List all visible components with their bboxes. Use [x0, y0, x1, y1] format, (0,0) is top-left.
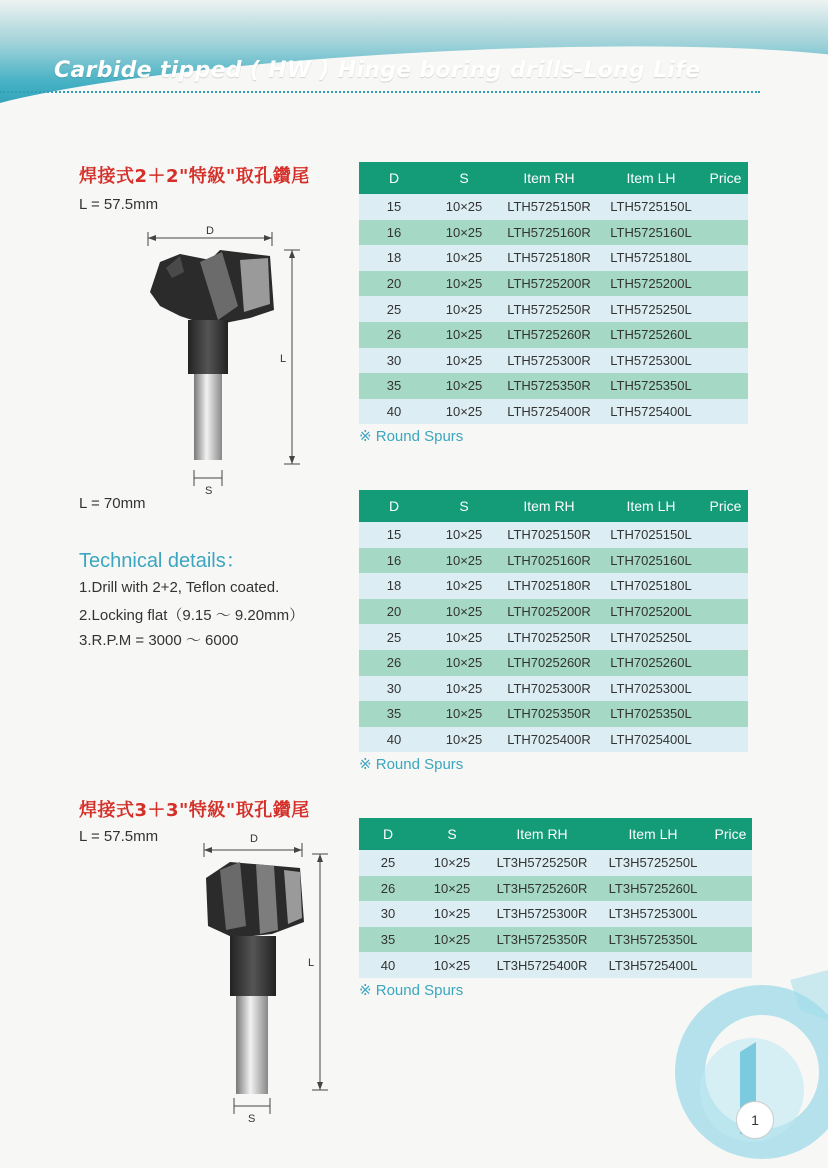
cell-item-lh: LTH7025180L — [599, 573, 703, 599]
cell-s: 10×25 — [429, 650, 499, 676]
drill-3plus3-drawing — [190, 826, 340, 1126]
cell-item-rh: LTH7025150R — [499, 522, 599, 548]
cell-price — [709, 927, 752, 953]
cell-s: 10×25 — [417, 927, 487, 953]
cell-item-lh: LT3H5725350L — [597, 927, 709, 953]
table-header-row — [359, 162, 748, 194]
table-row — [359, 348, 748, 374]
cell-s: 10×25 — [429, 727, 499, 753]
table-body — [359, 194, 748, 424]
cell-item-rh: LTH5725400R — [499, 399, 599, 425]
cell-d: 26 — [359, 876, 417, 902]
page-title: Carbide tipped ( HW ) Hinge boring drills-Long Life — [54, 58, 701, 83]
col-header-price: Price — [703, 162, 748, 194]
cell-d: 35 — [359, 373, 429, 399]
col-header-item-lh: Item LH — [599, 162, 703, 194]
cell-price — [703, 676, 748, 702]
technical-details-title: Technical details： — [79, 550, 246, 572]
cell-item-lh: LTH7025300L — [599, 676, 703, 702]
cell-s: 10×25 — [429, 271, 499, 297]
page-banner — [0, 0, 828, 110]
spec-table-3plus3 — [359, 818, 752, 978]
table-header-row — [359, 490, 748, 522]
cell-price — [703, 194, 748, 220]
technical-detail-line: 1.Drill with 2+2, Teflon coated. — [79, 579, 280, 596]
section1-length-a: L = 57.5mm — [79, 196, 159, 213]
cell-s: 10×25 — [417, 850, 487, 876]
col-header-d: D — [359, 162, 429, 194]
table-row — [359, 271, 748, 297]
cell-item-lh: LTH7025160L — [599, 548, 703, 574]
cell-item-lh: LT3H5725250L — [597, 850, 709, 876]
table-row — [359, 701, 748, 727]
cell-d: 40 — [359, 399, 429, 425]
dim-d-label: D — [250, 833, 258, 845]
cell-item-rh: LTH7025160R — [499, 548, 599, 574]
cell-d: 18 — [359, 573, 429, 599]
col-header-item-lh: Item LH — [599, 490, 703, 522]
cell-price — [703, 220, 748, 246]
cell-item-rh: LTH7025400R — [499, 727, 599, 753]
cell-item-lh: LTH5725350L — [599, 373, 703, 399]
dim-s-label: S — [205, 485, 213, 497]
table-row — [359, 727, 748, 753]
round-spurs-note: ※ Round Spurs — [359, 428, 464, 445]
cell-s: 10×25 — [417, 901, 487, 927]
cell-price — [703, 522, 748, 548]
cell-price — [703, 348, 748, 374]
cell-item-rh: LTH5725350R — [499, 373, 599, 399]
spec-table-57-5mm — [359, 162, 748, 424]
cell-item-lh: LTH5725180L — [599, 245, 703, 271]
cell-price — [703, 701, 748, 727]
cell-s: 10×25 — [429, 296, 499, 322]
cell-item-lh: LTH7025200L — [599, 599, 703, 625]
cell-d: 35 — [359, 701, 429, 727]
cell-s: 10×25 — [429, 573, 499, 599]
cell-price — [703, 599, 748, 625]
cell-item-rh: LTH5725150R — [499, 194, 599, 220]
cell-d: 40 — [359, 727, 429, 753]
cell-d: 30 — [359, 348, 429, 374]
cell-d: 15 — [359, 522, 429, 548]
table-row — [359, 599, 748, 625]
cell-s: 10×25 — [429, 548, 499, 574]
cell-price — [703, 322, 748, 348]
cell-item-rh: LTH7025180R — [499, 573, 599, 599]
cell-d: 25 — [359, 624, 429, 650]
cell-s: 10×25 — [429, 373, 499, 399]
cell-d: 25 — [359, 296, 429, 322]
cell-d: 26 — [359, 322, 429, 348]
cell-s: 10×25 — [417, 952, 487, 978]
cell-price — [703, 296, 748, 322]
cell-price — [709, 901, 752, 927]
cell-d: 16 — [359, 548, 429, 574]
cell-d: 30 — [359, 901, 417, 927]
cell-item-lh: LTH5725160L — [599, 220, 703, 246]
cell-item-lh: LTH7025350L — [599, 701, 703, 727]
technical-detail-line: 2.Locking flat（9.15 ～ 9.20mm） — [79, 607, 305, 624]
cell-s: 10×25 — [417, 876, 487, 902]
col-header-s: S — [429, 490, 499, 522]
cell-d: 18 — [359, 245, 429, 271]
cell-item-rh: LTH5725200R — [499, 271, 599, 297]
col-header-item-rh: Item RH — [499, 490, 599, 522]
cell-item-lh: LTH5725400L — [599, 399, 703, 425]
technical-detail-line: 3.R.P.M = 3000 ～ 6000 — [79, 632, 239, 649]
section1-length-b: L = 70mm — [79, 495, 146, 512]
cell-d: 40 — [359, 952, 417, 978]
cell-s: 10×25 — [429, 194, 499, 220]
table-header-row — [359, 818, 752, 850]
cell-price — [703, 399, 748, 425]
col-header-s: S — [417, 818, 487, 850]
cell-s: 10×25 — [429, 624, 499, 650]
spec-table-70mm — [359, 490, 748, 752]
cell-item-lh: LTH7025150L — [599, 522, 703, 548]
cell-price — [709, 850, 752, 876]
table-row — [359, 399, 748, 425]
cell-item-rh: LTH7025300R — [499, 676, 599, 702]
cell-item-lh: LTH5725200L — [599, 271, 703, 297]
table-row — [359, 927, 752, 953]
cell-item-rh: LTH7025350R — [499, 701, 599, 727]
cell-price — [703, 548, 748, 574]
table-row — [359, 322, 748, 348]
cell-s: 10×25 — [429, 676, 499, 702]
dim-l-label: L — [308, 957, 315, 969]
col-header-item-rh: Item RH — [499, 162, 599, 194]
table-row — [359, 245, 748, 271]
banner-dotted-rule — [0, 91, 760, 93]
cell-s: 10×25 — [429, 701, 499, 727]
cell-item-rh: LT3H5725350R — [487, 927, 597, 953]
cell-item-rh: LT3H5725400R — [487, 952, 597, 978]
cell-s: 10×25 — [429, 322, 499, 348]
cell-item-rh: LTH7025260R — [499, 650, 599, 676]
table-row — [359, 650, 748, 676]
col-header-d: D — [359, 818, 417, 850]
col-header-item-lh: Item LH — [597, 818, 709, 850]
cell-price — [703, 624, 748, 650]
cell-s: 10×25 — [429, 399, 499, 425]
cell-d: 16 — [359, 220, 429, 246]
cell-s: 10×25 — [429, 348, 499, 374]
dim-l-label: L — [280, 353, 287, 365]
table-row — [359, 522, 748, 548]
cell-item-lh: LT3H5725400L — [597, 952, 709, 978]
cell-item-rh: LTH5725160R — [499, 220, 599, 246]
cell-price — [703, 573, 748, 599]
dim-d-label: D — [206, 225, 214, 237]
cell-item-rh: LT3H5725300R — [487, 901, 597, 927]
cell-item-rh: LTH7025250R — [499, 624, 599, 650]
cell-item-lh: LTH7025260L — [599, 650, 703, 676]
table-row — [359, 876, 752, 902]
cell-item-rh: LTH7025200R — [499, 599, 599, 625]
round-spurs-note: ※ Round Spurs — [359, 756, 464, 773]
table-row — [359, 901, 752, 927]
cell-d: 35 — [359, 927, 417, 953]
cell-price — [703, 373, 748, 399]
cell-d: 26 — [359, 650, 429, 676]
cell-item-lh: LT3H5725260L — [597, 876, 709, 902]
cell-item-lh: LT3H5725300L — [597, 901, 709, 927]
cell-price — [703, 245, 748, 271]
col-header-item-rh: Item RH — [487, 818, 597, 850]
cell-item-rh: LTH5725250R — [499, 296, 599, 322]
cell-s: 10×25 — [429, 220, 499, 246]
cell-price — [709, 876, 752, 902]
table-row — [359, 676, 748, 702]
table-row — [359, 296, 748, 322]
cell-d: 20 — [359, 271, 429, 297]
logo-watermark — [640, 960, 828, 1168]
cell-item-rh: LTH5725300R — [499, 348, 599, 374]
cell-item-lh: LTH7025250L — [599, 624, 703, 650]
cell-item-lh: LTH7025400L — [599, 727, 703, 753]
cell-d: 30 — [359, 676, 429, 702]
cell-item-rh: LT3H5725260R — [487, 876, 597, 902]
table-row — [359, 373, 748, 399]
col-header-price: Price — [709, 818, 752, 850]
cell-item-rh: LTH5725260R — [499, 322, 599, 348]
drill-2plus2-drawing — [140, 220, 310, 500]
dim-s-label: S — [248, 1113, 256, 1125]
cell-price — [703, 650, 748, 676]
section2-heading: 焊接式3＋3"特級"取孔鑽尾 — [79, 800, 310, 821]
page-number: 1 — [736, 1101, 774, 1139]
table-row — [359, 548, 748, 574]
table-row — [359, 194, 748, 220]
col-header-d: D — [359, 490, 429, 522]
cell-price — [703, 271, 748, 297]
cell-d: 20 — [359, 599, 429, 625]
cell-item-lh: LTH5725300L — [599, 348, 703, 374]
cell-item-rh: LT3H5725250R — [487, 850, 597, 876]
cell-item-lh: LTH5725150L — [599, 194, 703, 220]
cell-item-lh: LTH5725250L — [599, 296, 703, 322]
cell-s: 10×25 — [429, 245, 499, 271]
table-row — [359, 573, 748, 599]
round-spurs-note: ※ Round Spurs — [359, 982, 464, 999]
table-row — [359, 850, 752, 876]
section1-heading: 焊接式2＋2"特級"取孔鑽尾 — [79, 166, 310, 187]
section2-length: L = 57.5mm — [79, 828, 159, 845]
cell-d: 15 — [359, 194, 429, 220]
table-row — [359, 624, 748, 650]
col-header-price: Price — [703, 490, 748, 522]
table-body — [359, 850, 752, 978]
col-header-s: S — [429, 162, 499, 194]
cell-s: 10×25 — [429, 599, 499, 625]
cell-s: 10×25 — [429, 522, 499, 548]
cell-item-lh: LTH5725260L — [599, 322, 703, 348]
table-row — [359, 220, 748, 246]
table-body — [359, 522, 748, 752]
cell-d: 25 — [359, 850, 417, 876]
cell-item-rh: LTH5725180R — [499, 245, 599, 271]
cell-price — [703, 727, 748, 753]
